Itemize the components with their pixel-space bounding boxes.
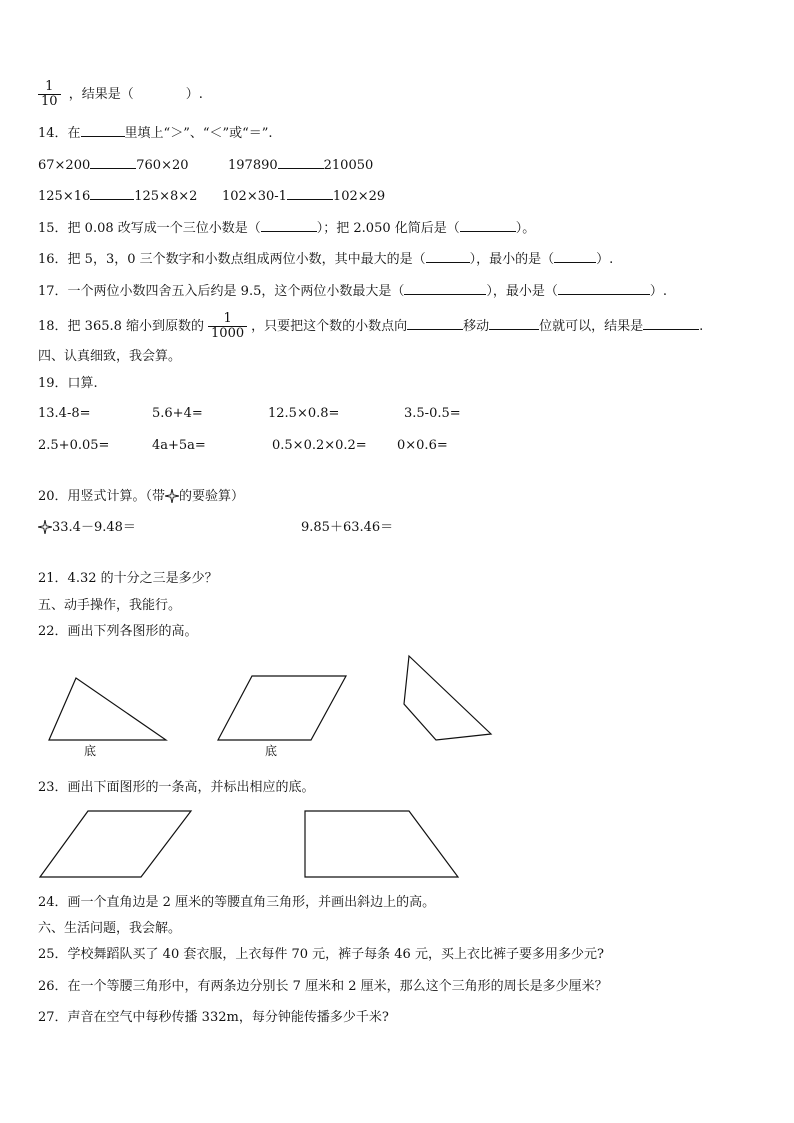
section-heading-4: 四、认真细致，我会算。 [38,349,182,364]
q13-tail-text: ，结果是（ ）. [68,87,203,102]
q16-post: ）. [596,252,614,267]
q14-expr: 102×29 [332,189,386,204]
fraction-numerator: 1 [208,312,247,327]
section-heading-6: 六、生活问题，我会解。 [38,921,182,936]
q20-title-pre: 20．用竖式计算。（带 [38,489,166,504]
q15-mid: ）；把 2.050 化简后是（ [316,221,460,236]
q14-expr: 102×30-1 [222,189,287,204]
q26: 26．在一个等腰三角形中，有两条边分别长 7 厘米和 2 厘米，那么这个三角形的周长是多少厘米？ [38,979,608,994]
q14-expr: 67×200 [38,158,91,173]
q22-title: 22．画出下列各图形的高。 [38,624,198,639]
q20-title-post: 的要验算） [179,489,245,504]
trapezoid-shape [404,656,491,740]
q14-prompt-post: 里填上“＞”、“＜”或“＝”. [124,126,273,141]
q15-post: ）。 [515,221,536,236]
q18-post: . [699,319,704,334]
q14-expr: 197890 [228,158,278,173]
q14-expr: 125×8×2 [134,189,198,204]
q17-pre: 17．一个两位小数四舍五入后约是 9.5，这个两位小数最大是（ [38,284,405,299]
q25: 25．学校舞蹈队买了 40 套衣服，上衣每件 70 元，裤子每条 46 元，买上衣比裤子要多用多少元? [38,947,604,962]
section-heading-5: 五、动手操作，我能行。 [38,598,182,613]
q20-item1-text: 33.4－9.48＝ [52,520,136,535]
fraction-denominator: 1000 [211,326,245,341]
q16-mid: ），最小的是（ [469,252,555,267]
q14-prompt-pre: 14．在 [38,126,81,141]
q18-mid3: 位就可以，结果是 [539,319,644,334]
base-label: 底 [265,744,278,758]
q18-mid1: ，只要把这个数的小数点向 [251,319,408,334]
q16-pre: 16．把 5，3，0 三个数字和小数点组成两位小数，其中最大的是（ [38,252,426,267]
q14-expr: 125×16 [38,189,91,204]
fraction-numerator: 1 [38,80,61,95]
q17-post: ）. [649,284,668,299]
q14-expr: 210050 [323,158,374,173]
oral-calc-item: 0.5×0.2×0.2= [272,438,367,453]
oral-calc-item: 3.5-0.5= [404,406,461,421]
q23: 23．画出下面图形的一条高，并标出相应的底。 [38,780,315,795]
q21: 21．4.32 的十分之三是多少？ [38,571,218,586]
triangle-shape [49,678,166,740]
q15-pre: 15．把 0.08 改写成一个三位小数是（ [38,221,261,236]
base-label: 底 [84,744,97,758]
oral-calc-item: 0×0.6= [397,438,448,453]
q17-mid: ），最小是（ [486,284,558,299]
q24: 24．画一个直角边是 2 厘米的等腰直角三角形，并画出斜边上的高。 [38,895,436,910]
oral-calc-item: 4a+5a= [152,438,206,453]
oral-calc-item: 5.6+4= [152,406,203,421]
q20-item-2: 9.85＋63.46＝ [301,520,394,535]
q27: 27．声音在空气中每秒传播 332m，每分钟能传播多少千米? [38,1010,389,1025]
q19-title: 19．口算. [38,376,98,391]
q14-expr: 760×20 [136,158,189,173]
q18-pre: 18．把 365.8 缩小到原数的 [38,319,205,334]
parallelogram-shape [218,676,346,740]
trapezoid-shape [305,811,458,877]
fraction-denominator: 10 [41,94,58,109]
oral-calc-item: 2.5+0.05= [38,438,110,453]
parallelogram-shape [40,811,191,877]
q18-mid2: 移动 [463,319,490,334]
oral-calc-item: 13.4-8= [38,406,91,421]
oral-calc-item: 12.5×0.8= [268,406,340,421]
